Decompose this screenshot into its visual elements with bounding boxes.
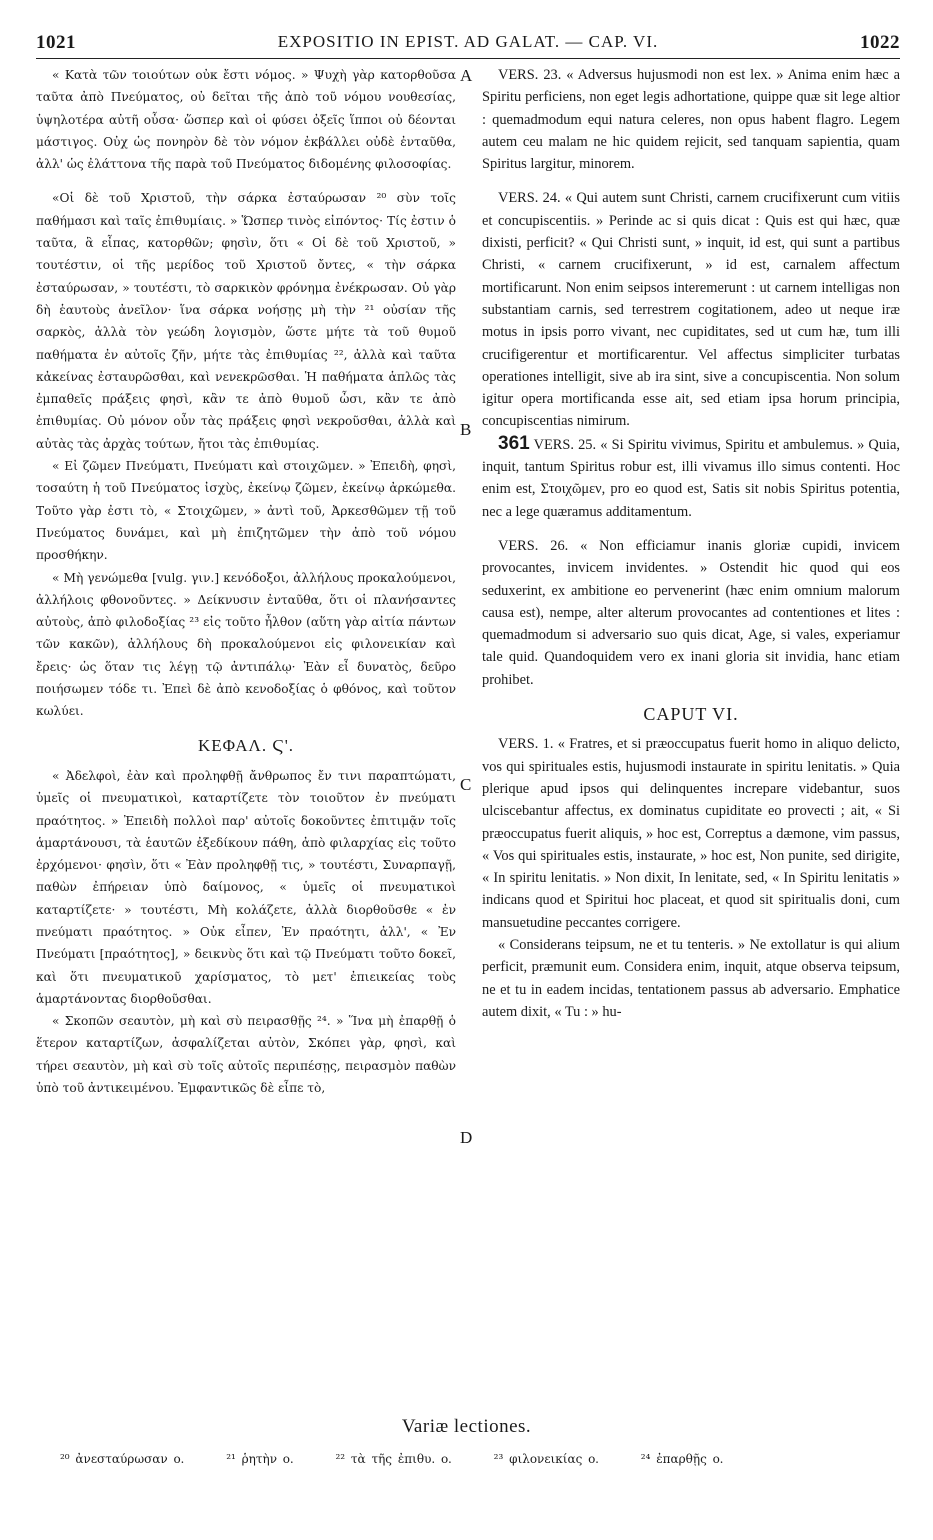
latin-paragraph-marked [482, 433, 900, 523]
margin-marker-a: A [460, 66, 473, 85]
greek-paragraph: « Εἰ ζῶμεν Πνεύματι, Πνεύματι καὶ στοιχῶμεν. » Ἐπειδὴ, φησὶ, τοσαύτη ἡ τοῦ Πνεύματος ἰσχὺς, ἐκείνῳ ζῶμεν, ἐκείνῳ ἀρκώμεθα. Τοῦτο γὰρ ἐστι τὸ, « Στοιχῶμεν, » ἀντὶ τοῦ, Ἀρκεσθῶμεν τῇ τοῦ Πνεύματος δυνάμει, καὶ μὴ ἐπιζητῶμεν τὴν ἀπὸ τοῦ νόμου προσθήκην. [36, 459, 456, 563]
greek-paragraph: «Οἱ δὲ τοῦ Χριστοῦ, τὴν σάρκα ἐσταύρωσαν ²⁰ σὺν τοῖς παθήμασι καὶ ταῖς ἐπιθυμίαις. » Ὥσπερ τινὸς εἰπόντος· Τίς ἐστιν ὁ ταῦτα, ἃ εἶπας, κατορθῶν; φησὶν, ὅτι « Οἱ δὲ τοῦ Χριστοῦ, » τουτέστιν, οἱ τῆς μερίδος τοῦ Χριστοῦ ὄντες, « τὴν σάρκα ἐσταύρωσαν, » τουτέστι, τὸ σαρκικὸν φρόνημα ἐνέκρωσαν. Οὐ γὰρ δὴ ἑαυτοὺς ἀνεῖλον· ἵνα σάρκα νοήσῃς μὴ τὴν ²¹ οὐσίαν τῆς σαρκὸς, ἀλλὰ τὸν γεώδη λογισμὸν, ὥστε μήτε τὰ τοῦ θυμοῦ παθήματα ἐν αὐτοῖς ζῆν, μήτε τὰς ἐπιθυμίας ²², ἀλλὰ καὶ ταῦτα κἀκείνας ἐσταυρῶσθαι, καὶ νενεκρῶσθαι. Ἡ παθήματα ἁπλῶς τὰς ἐμπαθεῖς πράξεις φησὶ, κἂν τε ἀπὸ θυμοῦ ὦσι, κἂν τε ἀπὸ ἐπιθυμίας. Οὐ μόνον οὖν τὰς πράξεις φησὶ νεκροῦσθαι, ἀλλὰ καὶ αὐτὰς τὰς ἀρχὰς τούτων, ἤτοι τὰς ἐπιθυμίας. [36, 191, 456, 451]
variant-notes [60, 1452, 900, 1466]
greek-column [36, 64, 456, 1099]
latin-paragraph: VERS. 1. « Fratres, et si præoccupatus fuerit homo in aliquo delicto, vos qui spirituales estis, hujusmodi instaurate in spiritu lenitatis. » Quia plerique apud ipsos qui delinquentes increpare videbantur, suos ulciscebantur affectus, ex dominatus cupiditate eo provecti ; ait, « Si præoccupatus fuerit aliquis, » hoc est, Correptus a dæmone, vim passus, « Vos qui spirituales estis, instaurate, » hoc est, Non punite, sed dirigite, « In spiritu lenitatis. » Non dixit, In lenitate, sed, « In Spiritu lenitatis » indicans quod et Spiritui hoc placeat, et quod sit spiritualis doni, cum mansuetudine peccantes corrigere. [482, 736, 900, 931]
margin-marker-d: D [460, 1128, 473, 1147]
variant-note: ²² τὰ τῆς ἐπιθυ. o. [335, 1452, 452, 1466]
variant-note: ²⁴ ἐπαρθῇς o. [640, 1452, 724, 1466]
greek-chapter-heading: ΚΕΦΑΛ. Ϛ'. [197, 735, 295, 755]
latin-paragraph: « Considerans teipsum, ne et tu tenteris. » Ne extollatur is qui alium perficit, præmunit eum. Considera enim, inquit, atque observa teipsum, ne et tu in eadem incidas, tentationem passus ab adversario. Emphatice autem dixit, « Tu : » hu- [482, 936, 900, 1020]
greek-paragraph: « Κατὰ τῶν τοιούτων οὐκ ἔστι νόμος. » Ψυχὴ γὰρ κατορθοῦσα ταῦτα ἀπὸ Πνεύματος, οὐ δεῖται τῆς ἀπὸ τοῦ νόμου νουθεσίας, ὑψηλοτέρα αὐτῆ οὖσα· ὥσπερ καὶ οἱ φύσει ὀξεῖς ἵπποι οὐ δέονται μάστιγος. Οὐχ ὡς πονηρὸν δὲ τὸν νόμον ἐκβάλλει οὐδὲ ἐνταῦθα, ἀλλ' ὡς ἐλάττονα τῆς παρὰ τοῦ Πνεύματος διδομένης φιλοσοφίας. [36, 68, 456, 172]
margin-marker-c: C [460, 775, 472, 794]
variant-note: ²⁰ ἀνεσταύρωσαν o. [60, 1452, 185, 1466]
variae-lectiones-heading: Variæ lectiones. [401, 1416, 532, 1437]
latin-paragraph: VERS. 26. « Non efficiamur inanis gloriæ cupidi, invicem provocantes, invicem invidentes. » Ostendit hic quod qui eos seduxerint, ex ambitione eo pervenerint (hæc enim omnium malorum causa est), nempe, alter alterum provocantes ad contentiones et lites : quemadmodum si adversario suo quis dicat, Age, si vales, experiamur tale quid. Quandoquidem vero ex inani gloria sit invidia, hanc etiam prohibet. [482, 537, 900, 688]
greek-paragraph: « Ἀδελφοὶ, ἐὰν καὶ προληφθῇ ἄνθρωπος ἔν τινι παραπτώματι, ὑμεῖς οἱ πνευματικοὶ, καταρτίζετε τὸν τοιοῦτον ἐν πνεύματι πραότητος. » Ἐπειδὴ πολλοὶ παρ' αὐτοῖς δοκοῦντες ἐπιτιμᾷν τοῖς ἁμαρτάνουσι, τὰ ἑαυτῶν ἐξεδίκουν πάθη, ἀπὸ φιλαρχίας εἰς τοῦτο ἐρχόμενοι· φησὶν, ὅτι « Ἐὰν προληφθῇ τις, » τουτέστι, Συναρπαγῇ, παθὼν ἐπήρειαν ὑπὸ δαίμονος, « ὑμεῖς οἱ πνευματικοὶ καταρτίζετε· » τουτέστι, Μὴ κολάζετε, ἀλλὰ διορθοῦσθε « ἐν πνεύματι πραότητος. » Οὐκ εἶπεν, Ἐν πραότητι, ἀλλ', « Ἐν Πνεύματι [πραότητος], » δεικνὺς ὅτι καὶ τῷ Πνεύματι τοῦτο δοκεῖ, καὶ ὅτι πνευματικοῦ χαρίσματος, τὸ μετ' ἐπιεικείας τοὺς ἁμαρτάνοντας διορθοῦσθαι. [36, 768, 456, 1006]
latin-paragraph: VERS. 23. « Adversus hujusmodi non est lex. » Anima enim hæc a Spiritu perficiens, non eget legis adhortatione, quippe quæ sit lege altior : quemadmodum equi natura celeres, non opus habent flagro. Legem autem ceu malam ne hic quidem rejicit, sed tanquam sapientia, quam Spiritus largitur, minorem. [482, 67, 900, 173]
margin-marker-b: B [460, 420, 472, 439]
latin-column [482, 64, 900, 1023]
page-number-right: 1022 [860, 32, 900, 53]
greek-paragraph: « Μὴ γενώμεθα [vulg. γιν.] κενόδοξοι, ἀλλήλους προκαλούμενοι, ἀλλήλοις φθονοῦντες. » Δείκνυσιν ἐνταῦθα, ὅτι οἱ πλανήσαντες αὐτοὺς, ἀπὸ φιλοδοξίας ²³ εἰς τοῦτο ἦλθον (αὕτη γὰρ αἰτία πάντων τῶν κακῶν), ἀλλήλους δὴ προκαλούμενοι εἰς φιλονεικίαν καὶ ἔρεις· ὡς ὅταν τις λέγῃ τῷ ἀντιπάλῳ· Ἐὰν εἶ δυνατὸς, δεῦρο ποιήσωμεν τόδε τι. Ἐπεὶ δὲ ἀπὸ κενοδοξίας ὁ φθόνος, καὶ τοῦτον κωλύει. [36, 570, 456, 719]
latin-paragraph: VERS. 24. « Qui autem sunt Christi, carnem crucifixerunt cum vitiis et concupiscentiis. » Perinde ac si quis dicat : Quis est qui hæc, quæ dixisti, perficit? « Qui Christi sunt, » inquit, id est, qui sunt a partibus Christi, « carnem crucifixerunt, » id est, carnalem affectum mortificarunt. Non enim seipsos interemerunt : ut carnem intelligas non substantiam carnis, sed terrestrem cogitationem, adeo ut neque iræ motus in ipsis porro vivant, nec cupiditates, sed ut cum hæ, tum illi crucifigerentur et mortificarentur. Vel affectus simpliciter turbatas operationes intelligit, sive ab ira sint, sive a concupiscentia. Non solum igitur opera mortificanda esse ait, sed etiam ipsa horum principia, concupiscentias nimirum. [482, 190, 900, 430]
variant-note: ²¹ ῥητὴν o. [226, 1452, 294, 1466]
variant-note: ²³ φιλονεικίας o. [493, 1452, 599, 1466]
column-number: 361 [498, 432, 530, 454]
greek-paragraph: « Σκοπῶν σεαυτὸν, μὴ καὶ σὺ πειρασθῇς ²⁴. » Ἵνα μὴ ἐπαρθῇ ὁ ἕτερον καταρτίζων, ἀσφαλίζεται αὐτὸν, Σκόπει γὰρ, φησὶ, καὶ τήρει σεαυτὸν, μὴ καὶ σὺ τοῖς αὐτοῖς περιπέσῃς, πειρασμὸν παθὼν ὑπὸ τοῦ ἀντικειμένου. Ἐμφαντικῶς δὲ εἶπε τὸ, [36, 1014, 456, 1096]
latin-chapter-heading: CAPUT VI. [643, 704, 739, 725]
page-number-left: 1021 [36, 32, 76, 53]
running-title: EXPOSITIO IN EPIST. AD GALAT. — CAP. VI. [277, 32, 659, 51]
latin-marked-text: VERS. 25. « Si Spiritu vivimus, Spiritu et ambulemus. » Quia, inquit, tantum Spiritus robur est, illi vivamus illo simus contenti. Hoc enim est, Στοιχῶμεν, pro eo quod est, Satis sit nobis Spiritus potentia, nec a lege quæramus additamentum. [482, 436, 900, 520]
running-header [36, 30, 900, 59]
